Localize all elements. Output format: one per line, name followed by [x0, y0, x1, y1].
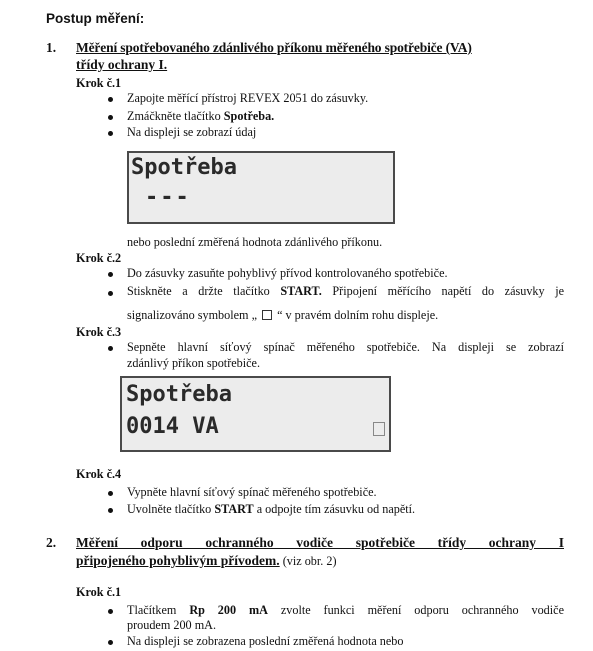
- bullet-icon: [108, 291, 113, 296]
- page-heading: Postup měření:: [46, 11, 145, 26]
- step4-bullet2: Uvolněte tlačítko START a odpojte tím zásuvku od napětí.: [127, 502, 416, 516]
- step2-bullet2-line1: Stiskněte a držte tlačítko START. Připojení měřícího napětí do zásuvky je: [127, 284, 564, 298]
- step3-bullet1-line2: zdánlivý příkon spotřebiče.: [127, 356, 261, 370]
- section2-title-line1: Měření odporu ochranného vodiče spotřebiče třídy ochrany I: [76, 535, 564, 550]
- step1-bullet1: Zapojte měřící přístroj REVEX 2051 do zásuvky.: [127, 91, 369, 105]
- bullet-icon: [108, 272, 113, 277]
- display1-line1: Spotřeba: [131, 155, 237, 180]
- step1-after-display: nebo poslední změřená hodnota zdánlivého příkonu.: [127, 235, 383, 249]
- section1-number: 1.: [46, 40, 57, 55]
- step4-label: Krok č.4: [76, 467, 122, 481]
- bullet-icon: [108, 508, 113, 513]
- bullet-icon: [108, 115, 113, 120]
- step3-bullet1-line1: Sepněte hlavní síťový spínač měřeného spotřebiče. Na displeji se zobrazí: [127, 340, 564, 354]
- bullet-icon: [108, 131, 113, 136]
- step1-label: Krok č.1: [76, 76, 122, 90]
- connection-symbol-icon: [262, 310, 272, 320]
- step1-bullet2: Zmáčkněte tlačítko Spotřeba.: [127, 109, 275, 123]
- display-panel-1: [127, 151, 395, 224]
- section2-step1-bullet2: Na displeji se zobrazena poslední změřená hodnota nebo: [127, 634, 404, 648]
- display1-line2: ---: [145, 185, 191, 210]
- connection-symbol-icon: [373, 422, 385, 436]
- step4-bullet1: Vypněte hlavní síťový spínač měřeného spotřebiče.: [127, 485, 377, 499]
- step2-label: Krok č.2: [76, 251, 122, 265]
- section2-number: 2.: [46, 535, 57, 550]
- section1-title-line2: třídy ochrany I.: [76, 57, 168, 72]
- step1-bullet3: Na displeji se zobrazí údaj: [127, 125, 257, 139]
- step2-bullet1: Do zásuvky zasuňte pohyblivý přívod kontrolovaného spotřebiče.: [127, 266, 448, 280]
- display2-line2: 0014 VA: [126, 414, 219, 439]
- display2-line1: Spotřeba: [126, 382, 232, 407]
- section2-step1-bullet1-line1: Tlačítkem Rp 200 mA zvolte funkci měření odporu ochranného vodiče: [127, 603, 564, 617]
- bullet-icon: [108, 491, 113, 496]
- section2-step1-bullet1-line2: proudem 200 mA.: [127, 618, 217, 632]
- section2-step1-label: Krok č.1: [76, 585, 122, 599]
- display-panel-2: [120, 376, 391, 452]
- bullet-icon: [108, 640, 113, 645]
- bullet-icon: [108, 609, 113, 614]
- step2-bullet2-line2: signalizováno symbolem „ “ v pravém dolním rohu displeje.: [127, 308, 439, 322]
- bullet-icon: [108, 97, 113, 102]
- section1-title-line1: Měření spotřebovaného zdánlivého příkonu měřeného spotřebiče (VA): [76, 40, 472, 55]
- section2-title-line2: připojeného pohyblivým přívodem. (viz obr. 2): [76, 553, 337, 568]
- step3-label: Krok č.3: [76, 325, 122, 339]
- bullet-icon: [108, 346, 113, 351]
